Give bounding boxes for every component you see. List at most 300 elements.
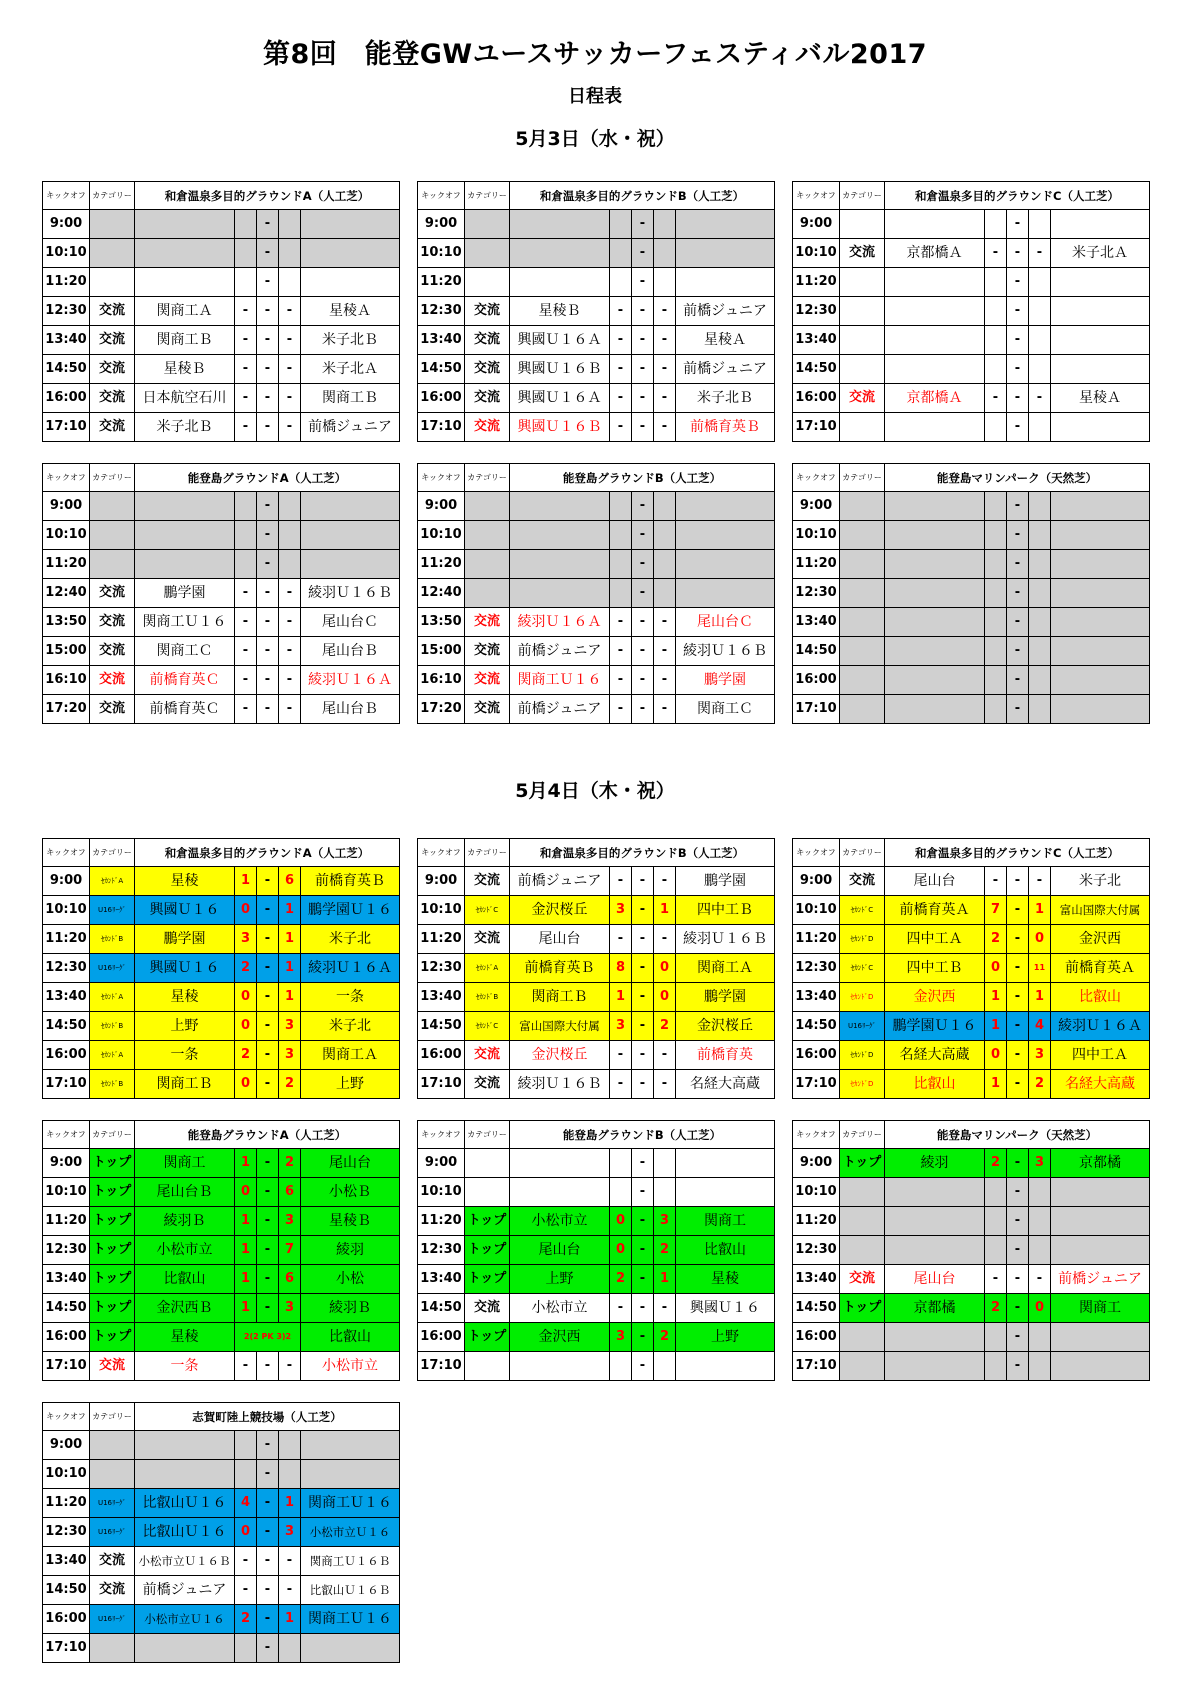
score-dash: - (1007, 1352, 1029, 1381)
category-cell: ｾｶﾝﾄﾞD (840, 1070, 885, 1099)
score-dash: - (632, 1236, 654, 1265)
score-dash: - (257, 521, 279, 550)
home-score: 1 (610, 983, 632, 1012)
kickoff-time: 11:20 (418, 1207, 465, 1236)
home-score: - (985, 1265, 1007, 1294)
category-cell (840, 355, 885, 384)
away-team (1051, 695, 1150, 724)
page-subtitle: 日程表 (568, 86, 622, 107)
kickoff-time: 17:10 (43, 413, 90, 442)
away-team (676, 550, 775, 579)
kickoff-header: キックオフ (793, 182, 840, 210)
venue-schedule-table (417, 181, 775, 442)
home-score: - (985, 867, 1007, 896)
kickoff-time: 9:00 (43, 492, 90, 521)
category-cell: 交流 (465, 608, 510, 637)
score-dash: - (632, 1178, 654, 1207)
away-score (1029, 550, 1051, 579)
kickoff-time: 17:10 (793, 695, 840, 724)
away-score (279, 268, 301, 297)
match-row (43, 1236, 400, 1265)
home-team: 綾羽Ｂ (135, 1207, 235, 1236)
venue-name: 和倉温泉多目的グラウンドA（人工芝） (135, 182, 400, 210)
match-row (43, 492, 400, 521)
score-dash: - (257, 1178, 279, 1207)
home-team (885, 1352, 985, 1381)
away-team: 星稜Ａ (676, 326, 775, 355)
match-row (793, 326, 1150, 355)
home-team (510, 521, 610, 550)
home-score (985, 413, 1007, 442)
score-dash: - (257, 1070, 279, 1099)
home-score (235, 239, 257, 268)
score-dash: - (632, 983, 654, 1012)
away-team (301, 239, 400, 268)
score-dash: - (257, 1041, 279, 1070)
category-cell: U16ﾘｰｸﾞ (90, 1518, 135, 1547)
kickoff-time: 10:10 (43, 896, 90, 925)
match-row (793, 954, 1150, 983)
score-dash: - (257, 326, 279, 355)
home-score: - (610, 608, 632, 637)
away-team: 名経大高蔵 (676, 1070, 775, 1099)
match-row (43, 896, 400, 925)
kickoff-time: 13:40 (43, 1547, 90, 1576)
away-score: 6 (279, 867, 301, 896)
away-score (654, 1352, 676, 1381)
score-dash: - (1007, 521, 1029, 550)
away-team: 綾羽Ｕ１６Ｂ (301, 579, 400, 608)
away-score (654, 492, 676, 521)
category-header: カテゴリー (90, 839, 135, 867)
category-header: カテゴリー (465, 182, 510, 210)
home-score: 3 (235, 925, 257, 954)
category-cell: 交流 (840, 1265, 885, 1294)
kickoff-time: 17:10 (418, 1352, 465, 1381)
kickoff-header: キックオフ (418, 182, 465, 210)
category-cell: 交流 (840, 239, 885, 268)
venue-name: 和倉温泉多目的グラウンドB（人工芝） (510, 182, 775, 210)
away-score: - (1029, 1265, 1051, 1294)
home-team: 米子北Ｂ (135, 413, 235, 442)
kickoff-time: 14:50 (43, 1294, 90, 1323)
home-team: 比叡山 (135, 1265, 235, 1294)
away-team (1051, 492, 1150, 521)
home-team (135, 1634, 235, 1663)
kickoff-time: 14:50 (418, 1294, 465, 1323)
score-dash: - (632, 1352, 654, 1381)
home-score: - (235, 695, 257, 724)
match-row (793, 384, 1150, 413)
kickoff-time: 10:10 (43, 1460, 90, 1489)
score-dash: - (632, 925, 654, 954)
match-row (418, 983, 775, 1012)
category-header: カテゴリー (90, 1121, 135, 1149)
kickoff-time: 11:20 (418, 925, 465, 954)
venue-name: 和倉温泉多目的グラウンドB（人工芝） (510, 839, 775, 867)
category-cell (840, 210, 885, 239)
score-dash: - (632, 896, 654, 925)
home-team: 前橋ジュニア (510, 695, 610, 724)
score-dash: - (632, 1041, 654, 1070)
away-team: 小松市立Ｕ１６ (301, 1518, 400, 1547)
category-cell: ｾｶﾝﾄﾞC (840, 954, 885, 983)
score-dash: - (257, 1605, 279, 1634)
home-team (510, 268, 610, 297)
home-score: 7 (985, 896, 1007, 925)
kickoff-time: 12:30 (43, 1518, 90, 1547)
home-team: 前橋育英Ｃ (135, 666, 235, 695)
away-team (301, 1460, 400, 1489)
away-score: 3 (279, 1012, 301, 1041)
home-team: 星稜Ｂ (135, 355, 235, 384)
match-row (793, 1070, 1150, 1099)
score-dash: - (257, 1352, 279, 1381)
kickoff-header: キックオフ (793, 839, 840, 867)
category-header: カテゴリー (840, 839, 885, 867)
home-score (610, 521, 632, 550)
away-score (654, 1178, 676, 1207)
away-score: 6 (279, 1265, 301, 1294)
home-team (135, 239, 235, 268)
venue-name: 能登島マリンパーク（天然芝） (885, 464, 1150, 492)
kickoff-time: 9:00 (43, 1431, 90, 1460)
away-team (1051, 1236, 1150, 1265)
score-dash: - (1007, 297, 1029, 326)
home-team: 尾山台 (885, 867, 985, 896)
home-score: - (610, 1070, 632, 1099)
kickoff-header: キックオフ (793, 1121, 840, 1149)
home-score: 2 (610, 1265, 632, 1294)
kickoff-time: 16:00 (793, 1041, 840, 1070)
home-team: 関商工Ｃ (135, 637, 235, 666)
match-row (793, 550, 1150, 579)
kickoff-time: 11:20 (793, 268, 840, 297)
home-team: 上野 (135, 1012, 235, 1041)
category-header: カテゴリー (840, 182, 885, 210)
category-cell (90, 210, 135, 239)
match-row (418, 1012, 775, 1041)
away-score: - (279, 1576, 301, 1605)
away-score: 2 (654, 1236, 676, 1265)
match-row (43, 925, 400, 954)
home-score: - (235, 579, 257, 608)
match-row (43, 355, 400, 384)
away-team: 富山国際大付属 (1051, 896, 1150, 925)
kickoff-time: 10:10 (43, 239, 90, 268)
home-score: - (235, 355, 257, 384)
home-team (885, 695, 985, 724)
away-score: 1 (279, 954, 301, 983)
score-dash: - (632, 579, 654, 608)
kickoff-time: 13:40 (793, 983, 840, 1012)
home-score: - (610, 384, 632, 413)
home-team (510, 1352, 610, 1381)
away-score (1029, 1323, 1051, 1352)
away-team (301, 521, 400, 550)
score-dash: - (257, 355, 279, 384)
away-team: 金沢桜丘 (676, 1012, 775, 1041)
score-dash: - (1007, 268, 1029, 297)
score-dash: - (257, 1294, 279, 1323)
away-team (301, 550, 400, 579)
score-dash: - (632, 695, 654, 724)
away-team: 綾羽Ｕ１６Ｂ (676, 925, 775, 954)
away-team: 京都橘 (1051, 1149, 1150, 1178)
match-row (43, 1207, 400, 1236)
home-team: 小松市立 (135, 1236, 235, 1265)
away-score: - (654, 608, 676, 637)
home-team: 比叡山Ｕ１６ (135, 1518, 235, 1547)
score-dash: - (632, 492, 654, 521)
category-cell: 交流 (90, 637, 135, 666)
match-row (793, 1294, 1150, 1323)
score-dash: - (1007, 608, 1029, 637)
home-score (235, 550, 257, 579)
away-team (1051, 637, 1150, 666)
venue-name: 能登島グラウンドA（人工芝） (135, 464, 400, 492)
away-team (1051, 1323, 1150, 1352)
score-dash: - (257, 210, 279, 239)
category-cell: 交流 (90, 608, 135, 637)
home-team: 関商工Ｂ (135, 1070, 235, 1099)
away-team: 前橋育英Ｂ (676, 413, 775, 442)
kickoff-time: 16:00 (418, 384, 465, 413)
away-team: 比叡山 (301, 1323, 400, 1352)
away-score (654, 239, 676, 268)
home-team (885, 666, 985, 695)
away-team (301, 1431, 400, 1460)
away-team: 鵬学園Ｕ１６ (301, 896, 400, 925)
home-score (985, 326, 1007, 355)
home-team: 上野 (510, 1265, 610, 1294)
kickoff-time: 17:20 (418, 695, 465, 724)
category-cell: トップ (840, 1149, 885, 1178)
away-team: 比叡山 (676, 1236, 775, 1265)
away-score: 11 (1029, 954, 1051, 983)
score-dash: - (257, 867, 279, 896)
home-team (885, 326, 985, 355)
match-row (43, 1041, 400, 1070)
away-team: 上野 (676, 1323, 775, 1352)
score-dash: - (632, 268, 654, 297)
home-team: 綾羽 (885, 1149, 985, 1178)
home-team (885, 1323, 985, 1352)
kickoff-header: キックオフ (43, 464, 90, 492)
home-score: - (235, 384, 257, 413)
home-team: 星稜Ｂ (510, 297, 610, 326)
home-score: 3 (610, 896, 632, 925)
home-score (610, 550, 632, 579)
away-score (1029, 492, 1051, 521)
kickoff-time: 16:00 (43, 384, 90, 413)
category-cell (840, 579, 885, 608)
kickoff-time: 14:50 (43, 1012, 90, 1041)
away-team: 尾山台Ｃ (301, 608, 400, 637)
venue-schedule-table (792, 838, 1150, 1099)
score-dash: - (1007, 954, 1029, 983)
away-score (1029, 666, 1051, 695)
home-team: 金沢桜丘 (510, 896, 610, 925)
away-score: - (279, 579, 301, 608)
away-score (1029, 608, 1051, 637)
home-score: 0 (235, 1178, 257, 1207)
match-row (418, 1323, 775, 1352)
away-team (676, 1149, 775, 1178)
kickoff-time: 12:40 (43, 579, 90, 608)
kickoff-header: キックオフ (43, 839, 90, 867)
venue-name: 和倉温泉多目的グラウンドC（人工芝） (885, 839, 1150, 867)
match-row (43, 326, 400, 355)
match-row (43, 1178, 400, 1207)
score-dash: - (632, 1149, 654, 1178)
score-dash: - (257, 413, 279, 442)
category-cell: ｾｶﾝﾄﾞA (90, 1041, 135, 1070)
home-team: 星稜 (135, 1323, 235, 1352)
home-score: - (235, 666, 257, 695)
score-dash: - (257, 983, 279, 1012)
venue-name: 能登島マリンパーク（天然芝） (885, 1121, 1150, 1149)
kickoff-time: 10:10 (793, 239, 840, 268)
kickoff-time: 9:00 (418, 867, 465, 896)
home-team: 名経大高蔵 (885, 1041, 985, 1070)
away-team (1051, 521, 1150, 550)
category-cell (840, 550, 885, 579)
match-row (793, 896, 1150, 925)
away-score: 1 (279, 1605, 301, 1634)
category-cell: ｾｶﾝﾄﾞD (840, 983, 885, 1012)
category-header: カテゴリー (465, 464, 510, 492)
home-team: 日本航空石川 (135, 384, 235, 413)
home-team (885, 550, 985, 579)
home-score: - (610, 1041, 632, 1070)
home-score (610, 268, 632, 297)
score-dash: - (257, 1547, 279, 1576)
home-team: 前橋育英Ａ (885, 896, 985, 925)
category-cell (465, 210, 510, 239)
score-dash: - (632, 210, 654, 239)
venue-schedule-table (42, 838, 400, 1099)
category-cell (90, 1460, 135, 1489)
category-cell: U16ﾘｰｸﾞ (90, 1605, 135, 1634)
kickoff-time: 9:00 (793, 1149, 840, 1178)
match-row (793, 239, 1150, 268)
match-row (43, 1460, 400, 1489)
away-score (279, 521, 301, 550)
category-cell (465, 579, 510, 608)
match-row (793, 1012, 1150, 1041)
away-team: 関商工 (1051, 1294, 1150, 1323)
score-dash: - (257, 695, 279, 724)
home-team: 鵬学園Ｕ１６ (885, 1012, 985, 1041)
away-score: 2 (279, 1070, 301, 1099)
match-row (793, 297, 1150, 326)
away-score: - (654, 384, 676, 413)
match-row (418, 637, 775, 666)
away-team (1051, 550, 1150, 579)
kickoff-time: 13:40 (418, 326, 465, 355)
away-team (1051, 579, 1150, 608)
match-row (418, 521, 775, 550)
category-cell: ｾｶﾝﾄﾞC (465, 896, 510, 925)
kickoff-time: 12:30 (43, 1236, 90, 1265)
match-row (418, 326, 775, 355)
away-team: 前橋育英Ｂ (301, 867, 400, 896)
match-row (43, 637, 400, 666)
category-header: カテゴリー (840, 464, 885, 492)
home-score: 1 (235, 867, 257, 896)
kickoff-time: 13:40 (793, 326, 840, 355)
away-score: - (1029, 384, 1051, 413)
away-score: 0 (654, 954, 676, 983)
home-score: 0 (235, 983, 257, 1012)
home-score (985, 355, 1007, 384)
category-cell: トップ (90, 1236, 135, 1265)
away-team: 米子北Ｂ (301, 326, 400, 355)
category-cell (465, 1178, 510, 1207)
home-team: 尾山台 (510, 1236, 610, 1265)
score-dash: - (1007, 695, 1029, 724)
category-cell (465, 550, 510, 579)
away-team: 関商工Ｕ１６ (301, 1605, 400, 1634)
away-score (279, 210, 301, 239)
away-team: 小松 (301, 1265, 400, 1294)
category-cell: トップ (90, 1323, 135, 1352)
match-row (793, 413, 1150, 442)
home-score (985, 297, 1007, 326)
category-cell (840, 1352, 885, 1381)
kickoff-header: キックオフ (418, 839, 465, 867)
kickoff-time: 15:00 (43, 637, 90, 666)
category-cell (840, 637, 885, 666)
score-dash: - (632, 1070, 654, 1099)
match-row (418, 896, 775, 925)
score-dash: - (1007, 492, 1029, 521)
home-score: 2 (235, 1605, 257, 1634)
match-row (793, 867, 1150, 896)
category-cell (90, 521, 135, 550)
category-cell: トップ (90, 1207, 135, 1236)
home-score (985, 1178, 1007, 1207)
match-row (793, 925, 1150, 954)
home-score: 1 (235, 1236, 257, 1265)
away-score (1029, 297, 1051, 326)
match-row (43, 1352, 400, 1381)
away-team: 前橋育英 (676, 1041, 775, 1070)
category-cell: 交流 (840, 867, 885, 896)
away-score: 7 (279, 1236, 301, 1265)
away-team (301, 210, 400, 239)
home-team (135, 492, 235, 521)
home-team (135, 1460, 235, 1489)
home-score (985, 1236, 1007, 1265)
away-team: 尾山台Ｃ (676, 608, 775, 637)
away-team: 米子北 (301, 925, 400, 954)
category-cell (465, 521, 510, 550)
match-row (43, 1431, 400, 1460)
score-dash: - (632, 239, 654, 268)
home-team: 前橋育英Ｂ (510, 954, 610, 983)
away-team: 興國Ｕ１６ (676, 1294, 775, 1323)
away-score: - (1029, 239, 1051, 268)
category-cell: ｾｶﾝﾄﾞB (90, 1012, 135, 1041)
match-row (793, 608, 1150, 637)
category-cell: 交流 (465, 1070, 510, 1099)
kickoff-time: 14:50 (793, 1294, 840, 1323)
kickoff-time: 17:10 (793, 413, 840, 442)
away-team (1051, 326, 1150, 355)
away-team: 四中工Ｂ (676, 896, 775, 925)
